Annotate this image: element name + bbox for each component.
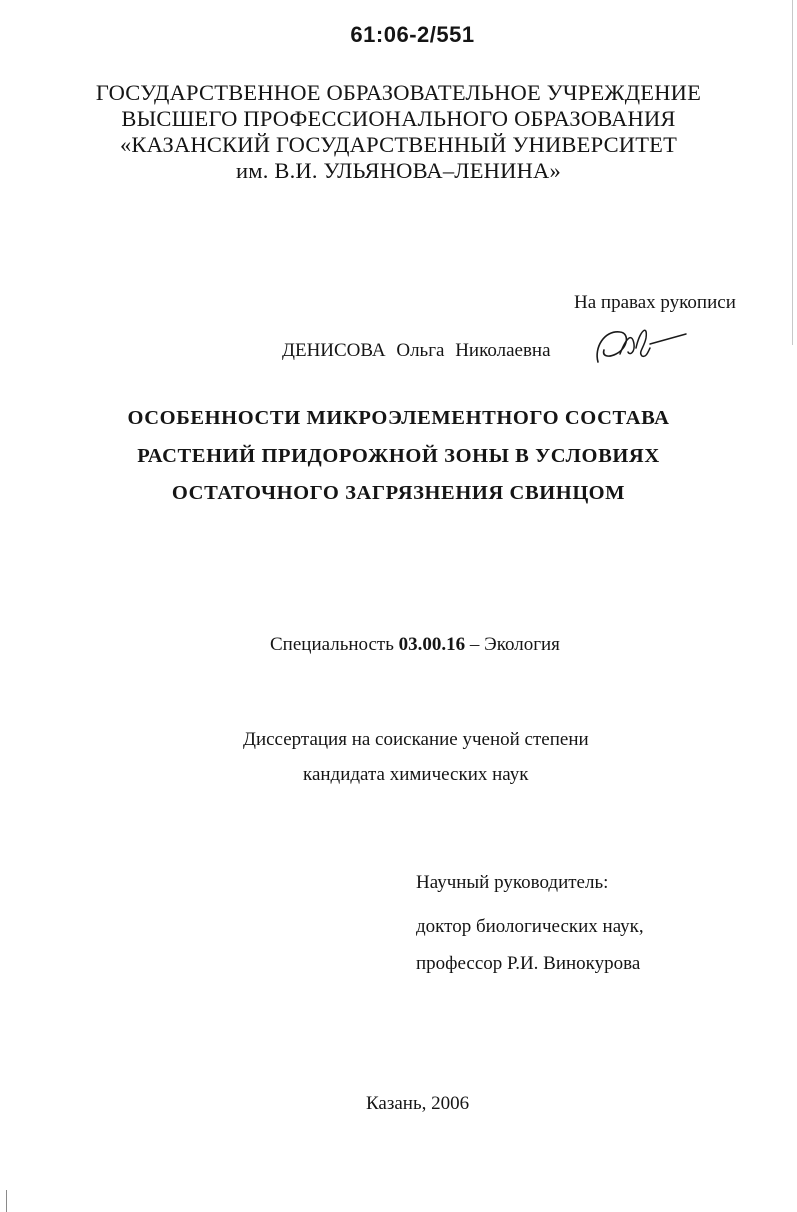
manuscript-rights-note: На правах рукописи [574, 292, 736, 313]
supervisor-heading: Научный руководитель: [416, 872, 609, 893]
specialty-field: Экология [484, 634, 560, 655]
specialty-separator: – [469, 634, 480, 655]
author-name: ДЕНИСОВА Ольга Николаевна [282, 340, 551, 361]
institution-line-4: им. В.И. УЛЬЯНОВА–ЛЕНИНА» [236, 158, 561, 183]
supervisor-name: профессор Р.И. Винокурова [416, 953, 641, 974]
specialty-code: 03.00.16 [398, 634, 466, 655]
scan-margin-mark [6, 1190, 7, 1212]
institution-line-3: «КАЗАНСКИЙ ГОСУДАРСТВЕННЫЙ УНИВЕРСИТЕТ [119, 132, 678, 157]
specialty-label: Специальность [270, 634, 394, 655]
signature-icon [590, 318, 690, 368]
dissertation-line-2: кандидата химических наук [303, 764, 529, 785]
thesis-title-line-1: ОСОБЕННОСТИ МИКРОЭЛЕМЕНТНОГО СОСТАВА [127, 407, 670, 429]
dissertation-line-1: Диссертация на соискание ученой степени [243, 729, 589, 750]
specialty-line [270, 634, 560, 656]
catalog-number: 61:06-2/551 [350, 22, 475, 47]
thesis-title-line-2: РАСТЕНИЙ ПРИДОРОЖНОЙ ЗОНЫ В УСЛОВИЯХ [137, 445, 660, 467]
scan-edge-line [792, 0, 793, 345]
thesis-title-line-3: ОСТАТОЧНОГО ЗАГРЯЗНЕНИЯ СВИНЦОМ [171, 482, 626, 504]
institution-line-1: ГОСУДАРСТВЕННОЕ ОБРАЗОВАТЕЛЬНОЕ УЧРЕЖДЕНИЕ [95, 80, 702, 105]
institution-line-2: ВЫСШЕГО ПРОФЕССИОНАЛЬНОГО ОБРАЗОВАНИЯ [121, 106, 676, 131]
supervisor-degree: доктор биологических наук, [416, 916, 644, 937]
place-year: Казань, 2006 [366, 1093, 470, 1114]
